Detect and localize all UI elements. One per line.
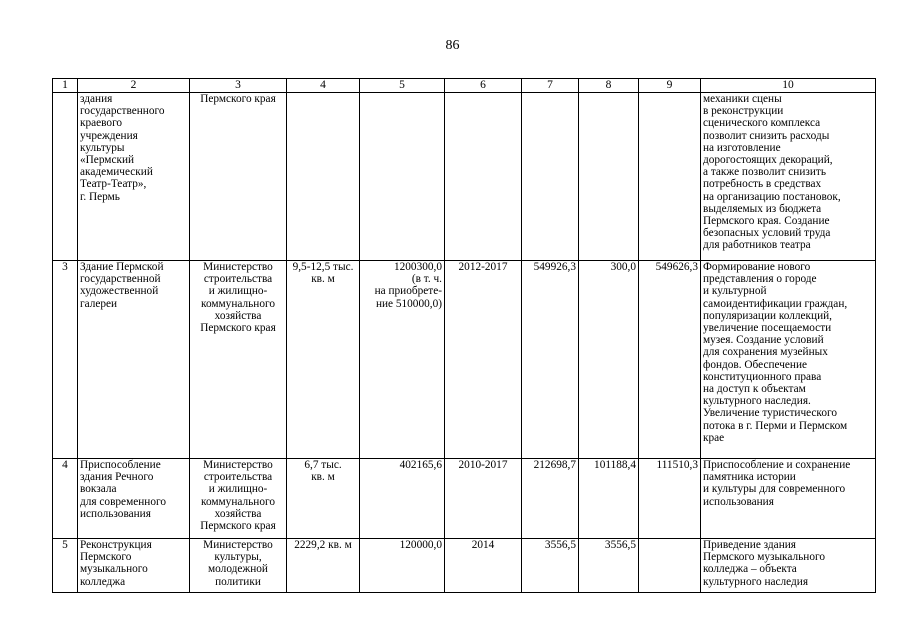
row-number: 4 (53, 459, 78, 539)
federal-funding: 101188,4 (579, 459, 639, 539)
header-cell: 4 (287, 79, 360, 93)
expected-effect: Приспособление и сохранение памятника истории и культуры для современного использования (701, 459, 876, 539)
objects-table (52, 78, 876, 593)
object-name: Здание Пермской государственной художественной галереи (78, 261, 190, 459)
expected-effect: механики сцены в реконструкции сценического комплекса позволит снизить расходы на изготовление дорогостоящих декораций, а также позволит снизить потребность в средствах на организацию постановок, выделяемых из бюджета Пермского края. Создание безопасных условий труда для работников театра (701, 93, 876, 261)
customer: Пермского края (190, 93, 287, 261)
capacity: 2229,2 кв. м (287, 539, 360, 593)
header-row (53, 79, 876, 93)
period: 2010-2017 (445, 459, 522, 539)
regional-funding: 549626,3 (639, 261, 701, 459)
table-row (53, 261, 876, 459)
object-name: Реконструкция Пермского музыкального колледжа (78, 539, 190, 593)
capacity (287, 93, 360, 261)
row-number: 3 (53, 261, 78, 459)
total-funding: 549926,3 (522, 261, 579, 459)
table-row (53, 459, 876, 539)
federal-funding: 3556,5 (579, 539, 639, 593)
federal-funding: 300,0 (579, 261, 639, 459)
estimated-cost: 402165,6 (360, 459, 445, 539)
estimated-cost: 120000,0 (360, 539, 445, 593)
period (445, 93, 522, 261)
header-cell: 5 (360, 79, 445, 93)
customer: Министерство строительства и жилищно- коммунального хозяйства Пермского края (190, 459, 287, 539)
total-funding: 212698,7 (522, 459, 579, 539)
capacity: 9,5-12,5 тыс. кв. м (287, 261, 360, 459)
estimated-cost: 1200300,0 (в т. ч. на приобрете- ние 510000,0) (360, 261, 445, 459)
capacity: 6,7 тыс. кв. м (287, 459, 360, 539)
header-cell: 2 (78, 79, 190, 93)
customer: Министерство строительства и жилищно- коммунального хозяйства Пермского края (190, 261, 287, 459)
header-cell: 9 (639, 79, 701, 93)
header-cell: 8 (579, 79, 639, 93)
object-name: Приспособление здания Речного вокзала для современного использования (78, 459, 190, 539)
total-funding: 3556,5 (522, 539, 579, 593)
period: 2014 (445, 539, 522, 593)
table-row (53, 539, 876, 593)
header-cell: 3 (190, 79, 287, 93)
regional-funding (639, 93, 701, 261)
row-number (53, 93, 78, 261)
page-number: 86 (445, 38, 460, 53)
object-name: здания государственного краевого учреждения культуры «Пермский академический Театр-Театр», г. Пермь (78, 93, 190, 261)
federal-funding (579, 93, 639, 261)
regional-funding: 111510,3 (639, 459, 701, 539)
header-cell: 1 (53, 79, 78, 93)
header-cell: 10 (701, 79, 876, 93)
header-cell: 6 (445, 79, 522, 93)
header-cell: 7 (522, 79, 579, 93)
table-row (53, 93, 876, 261)
customer: Министерство культуры, молодежной политики (190, 539, 287, 593)
row-number: 5 (53, 539, 78, 593)
total-funding (522, 93, 579, 261)
expected-effect: Приведение здания Пермского музыкального колледжа – объекта культурного наследия (701, 539, 876, 593)
period: 2012-2017 (445, 261, 522, 459)
regional-funding (639, 539, 701, 593)
expected-effect: Формирование нового представления о городе и культурной самоидентификации граждан, популяризации коллекций, увеличение посещаемости музея. Создание условий для сохранения музейных фондов. Обеспечение конституционного права на доступ к объектам культурного наследия. Увеличение туристического потока в г. Перми и Пермском крае (701, 261, 876, 459)
estimated-cost (360, 93, 445, 261)
